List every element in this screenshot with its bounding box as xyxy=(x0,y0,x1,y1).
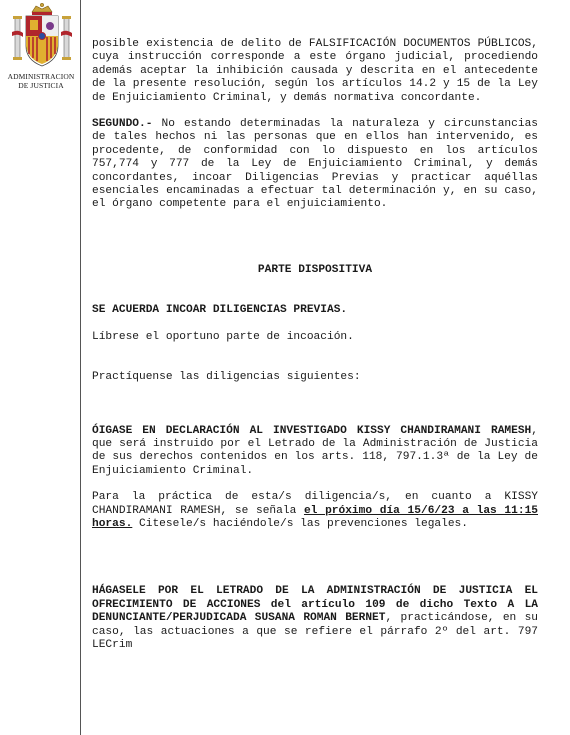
oigase-bold: ÓIGASE EN DECLARACIÓN AL INVESTIGADO KISSY CHANDIRAMANI RAMESH xyxy=(92,424,532,437)
crest-label xyxy=(4,72,78,90)
document-body xyxy=(92,38,538,652)
resolution-acuerda: SE ACUERDA INCOAR DILIGENCIAS PREVIAS. xyxy=(92,304,348,317)
paragraph-oigase xyxy=(92,425,538,479)
paragraph-hagasele xyxy=(92,585,538,652)
hagasele-text: , practicándose, en su caso, las actuaciones a que se refiere el párrafo 2º del art. 797 LECrim xyxy=(92,612,539,651)
oigase-text: , que será instruido por el Letrado de la Administración de Justicia de sus derechos contenidos en los arts. 118, 797.1.3ª de la Ley de Enjuiciamiento Criminal. xyxy=(92,424,538,477)
segundo-text: No estando determinadas la naturaleza y circunstancias de tales hechos ni las personas que en ellos han intervenido, es procedente, de conformidad con lo dispuesto en los artículos 757,774 y 777 de la Ley de Enjuiciamiento Criminal, y demás concordantes, incoar Diligencias Previas y practicar aquéllas esenciales encaminadas a efectuar tal determinación y, en su caso, el órgano competente para el enjuiciamiento. xyxy=(92,118,538,211)
coat-of-arms-icon xyxy=(10,2,74,72)
paragraph-librese: Líbrese el oportuno parte de incoación. xyxy=(92,330,354,343)
crest-label-line2: DE JUSTICIA xyxy=(18,81,64,90)
segundo-label: SEGUNDO.- xyxy=(92,118,153,131)
hagasele-bold: HÁGASELE POR EL LETRADO DE LA ADMINISTRACIÓN DE JUSTICIA EL OFRECIMIENTO DE ACCIONES del artículo 109 de dicho Texto A LA DENUNCIANTE/PERJUDICADA SUSANA ROMAN BERNET xyxy=(92,585,538,625)
paragraph-practica xyxy=(92,491,538,531)
paragraph-primero-continuation: posible existencia de delito de FALSIFICACIÓN DOCUMENTOS PÚBLICOS, cuya instrucción corresponde a este órgano judicial, procediendo además aceptar la inhibición causada y descrita en el antecedente de la presente resolución, según los artículos 14.2 y 15 de la Ley de Enjuiciamiento Criminal, y demás normativa concordante. xyxy=(92,38,538,104)
crest-label-line1: ADMINISTRACION xyxy=(7,72,75,81)
section-heading-parte-dispositiva: PARTE DISPOSITIVA xyxy=(257,263,373,276)
hearing-date: el próximo día 15/6/23 a las 11:15 horas. xyxy=(92,504,538,530)
practica-text1: Para la práctica de esta/s diligencia/s, en cuanto a KISSY CHANDIRAMANI RAMESH, se señala xyxy=(92,491,538,517)
paragraph-practiquense: Practíquense las diligencias siguientes: xyxy=(92,371,361,384)
margin-rule xyxy=(80,0,81,735)
practica-text2: Citesele/s haciéndole/s las prevenciones legales. xyxy=(132,517,468,530)
paragraph-segundo xyxy=(92,118,538,212)
